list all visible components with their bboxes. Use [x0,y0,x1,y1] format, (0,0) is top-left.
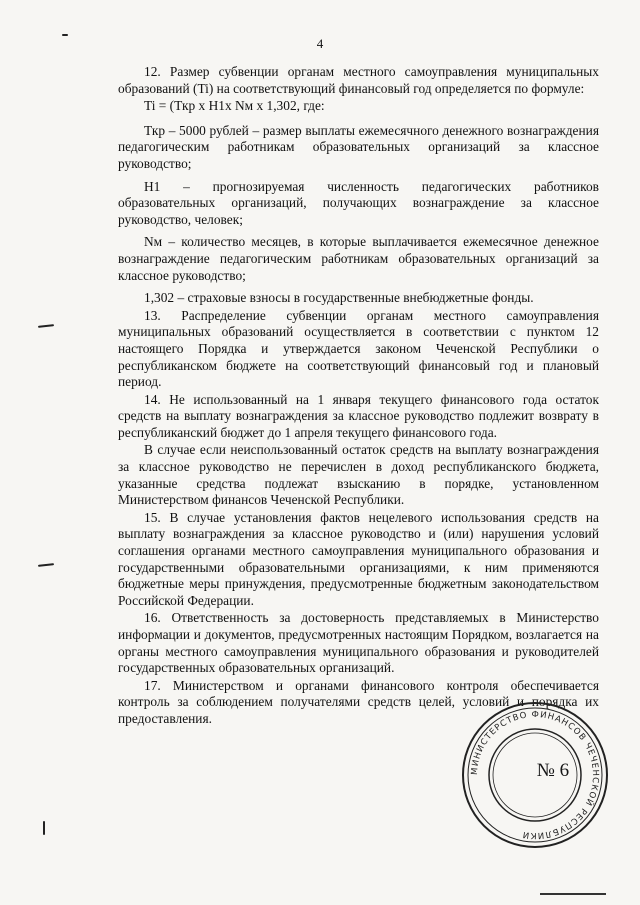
paragraph-17: 17. Министерством и органами финансового контроля обеспечивается контроль за соблюдением получателями средств целей, условий и порядка их предоставления. [118,677,599,726]
page-number: 4 [316,36,324,51]
paragraph-14: 14. Не использованный на 1 января текущего финансового года остаток средств на выплату вознаграждения за классное руководство подлежит возврату в республиканский бюджет до 1 апреля текущего финансового года. [118,391,599,440]
paragraph-13: 13. Распределение субвенции органам местного самоуправления муниципальных образований осуществляется в соответствии с пунктом 12 настоящего Порядка и утверждается законом Чеченской Республики о республиканском бюджете на соответствующий финансовый год и плановый период. [118,307,599,390]
scan-mark [43,821,45,835]
document-body [118,64,599,729]
scan-mark [540,893,606,895]
paragraph-16: 16. Ответственность за достоверность представляемых в Министерство информации и документов, предусмотренных настоящим Порядком, возлагается на органы местного самоуправления муниципального образования и руководителей государственных образовательных организаций. [118,610,599,676]
paragraph-15: 15. В случае установления фактов нецелевого использования средств на выплату вознаграждения за классное руководство и (или) нарушения условий соглашения органами местного самоуправления муниципального образования и государственными образовательными организациями, к ним применяются бюджетные меры принуждения, предусмотренные бюджетным законодательством Российской Федерации. [118,509,599,608]
seal-number: № 6 [536,760,570,781]
scan-mark [62,34,68,36]
definition-nm: Nм – количество месяцев, в которые выплачивается ежемесячное денежное вознаграждение педагогическим работникам образовательных организаций за классное руководство; [118,234,599,283]
scan-mark [38,563,54,567]
definition-h1: Н1 – прогнозируемая численность педагогических работников образовательных организаций, получающих вознаграждение за классное руководство, человек; [118,178,599,227]
seal-ring-text: МИНИСТЕРСТВО ФИНАНСОВ ЧЕЧЕНСКОЙ РЕСПУБЛИКИ [469,709,601,841]
paragraph-12: 12. Размер субвенции органам местного самоуправления муниципальных образований (Ti) на соответствующий финансовый год определяется по формуле: [118,64,599,96]
definition-1302: 1,302 – страховые взносы в государственные внебюджетные фонды. [144,290,534,306]
paragraph-14-continued: В случае если неиспользованный остаток средств на выплату вознаграждения за классное руководство не перечислен в доход республиканского бюджета, указанные средства подлежат взысканию в порядке, установленном Министерством финансов Чеченской Республики. [118,442,599,508]
formula: Ti = (Ткр х Н1х Nм х 1,302, где: [144,98,325,114]
scan-mark [38,324,54,328]
definition-tkr: Ткр – 5000 рублей – размер выплаты ежемесячного денежного вознаграждения педагогическим работникам образовательных организаций за классное руководство; [118,122,599,171]
